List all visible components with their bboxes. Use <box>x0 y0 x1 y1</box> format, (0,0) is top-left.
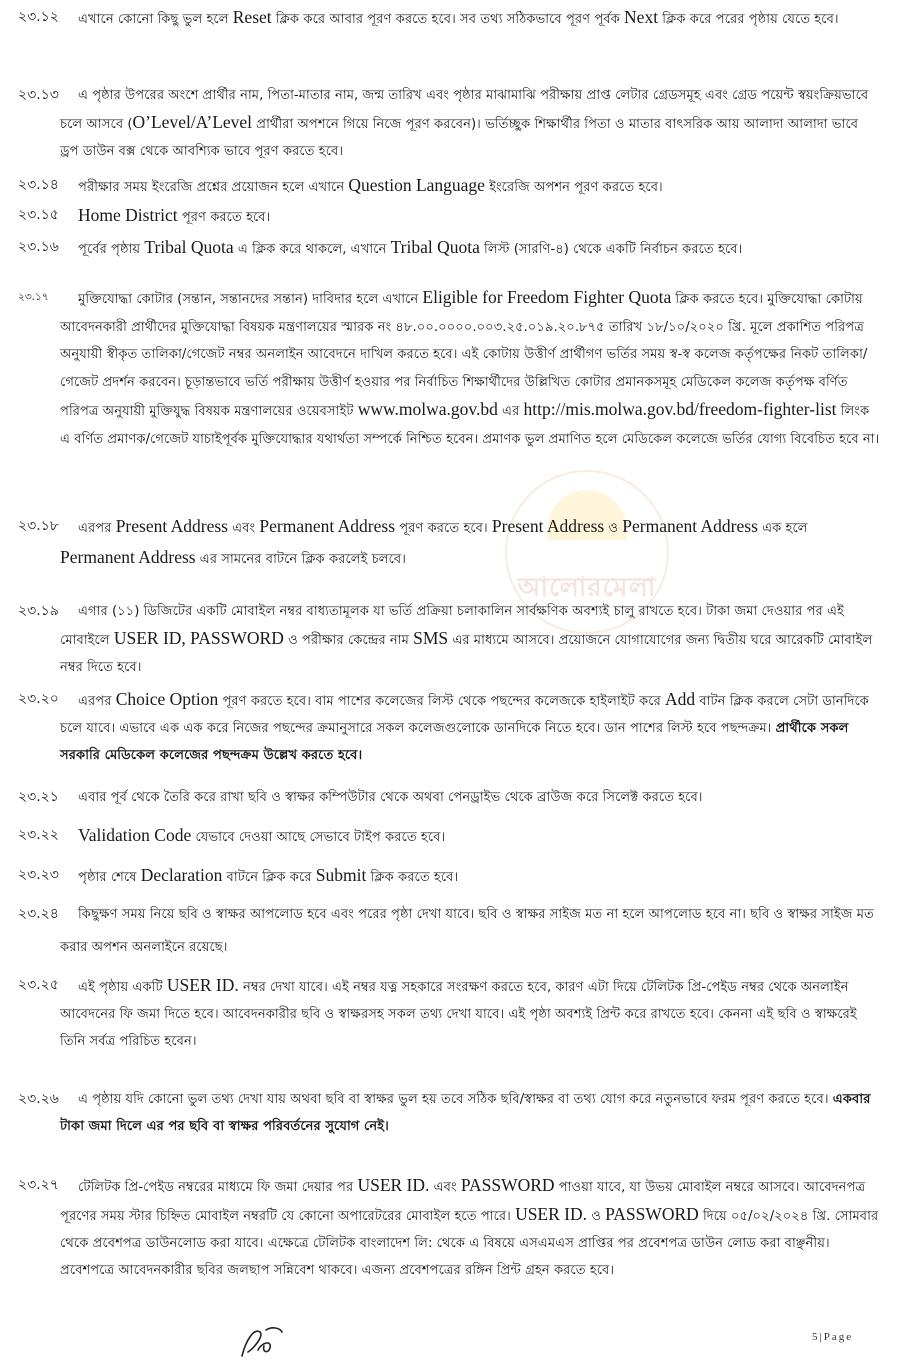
instruction-23-14 <box>18 172 880 201</box>
item-number: ২৩.২০ <box>18 691 59 707</box>
english-term: USER ID, PASSWORD <box>113 628 284 648</box>
bangla-text: এবং <box>429 1180 461 1195</box>
bangla-text: এবার পূর্ব থেকে তৈরি করে রাখা ছবি ও স্বাক্ষর কম্পিউটার থেকে অথবা পেনড্রাইভ থেকে ব্রাউজ করে সিলেক্ট করতে হবে। <box>78 790 703 805</box>
item-text <box>60 1086 880 1140</box>
bangla-text: কিছুক্ষণ সময় নিয়ে ছবি ও স্বাক্ষর আপলোড হবে এবং পরের পৃষ্ঠা দেখা যাবে। ছবি ও স্বাক্ষর সাইজ মত না হলে আপলোড হবে না। ছবি ও স্বাক্ষর সাইজ মত করার অপশন অনলাইনে রয়েছে। <box>60 907 874 955</box>
item-number: ২৩.২২ <box>18 827 59 843</box>
bangla-text: ক্লিক করতে হবে। <box>366 870 459 885</box>
instruction-23-22 <box>18 822 880 851</box>
bangla-text: পূর্বের পৃষ্ঠায় <box>78 242 145 257</box>
bangla-text: ইংরেজি অপশন পূরণ করতে হবে। <box>484 180 663 195</box>
item-number: ২৩.২৪ <box>18 906 59 922</box>
item-text <box>60 1172 880 1284</box>
english-term: Reset <box>232 7 272 27</box>
bangla-text: এরপর <box>78 694 116 709</box>
bangla-text: এর সামনের বাটনে ক্লিক করলেই চলবে। <box>195 552 406 567</box>
english-term: Present Address <box>115 516 228 536</box>
english-term: O’Level/A’Level <box>132 112 253 132</box>
item-number: ২৩.২১ <box>18 789 59 805</box>
item-text <box>60 284 880 453</box>
bangla-text: পূরণ করতে হবে। বাম পাশের কলেজের লিস্ট থেকে পছন্দের কলেজকে হাইলাইট করে <box>218 694 666 709</box>
english-term: USER ID. <box>357 1175 430 1195</box>
item-text <box>60 862 880 891</box>
watermark-text: আলোরমেলা <box>517 573 657 603</box>
instruction-23-21 <box>18 784 880 811</box>
english-term: Tribal Quota <box>144 237 234 257</box>
bangla-text: লিস্ট (সারণি-৪) থেকে একটি নির্বাচন করতে হবে। <box>479 242 743 257</box>
bangla-text: বাটনে ক্লিক করে <box>222 870 316 885</box>
item-number: ২৩.১৭ <box>18 291 49 303</box>
bangla-text: এ পৃষ্ঠায় যদি কোনো ভুল তথ্য দেখা যায় অথবা ছবি বা স্বাক্ষর ভুল হয় তবে সঠিক ছবি/স্বাক্ষর বা তথ্য যোগ করে নতুনভাবে ফরম পূরণ করতে হবে। <box>78 1092 833 1107</box>
bangla-text: বাটন ক্লিক করলে সেটা ডানদিকে চলে যাবে। এভাবে এক এক করে নিজের পছন্দের ক্রমানুসারে সকল কলেজগুলোকে ডানদিকে নিতে হবে। ডান পাশের লিস্ট হবে পছন্দক্রম। <box>60 694 869 736</box>
bangla-text: এর <box>497 404 524 419</box>
english-term: Tribal Quota <box>390 237 480 257</box>
instruction-23-27 <box>18 1172 880 1284</box>
bangla-text: মুক্তিযোদ্ধা কোটার (সন্তান, সন্তানদের সন্তান) দাবিদার হলে এখানে <box>78 292 423 307</box>
bangla-text: টেলিটক প্রি-পেইড নম্বরের মাধ্যমে ফি জমা দেয়ার পর <box>78 1180 358 1195</box>
item-number: ২৩.১৫ <box>18 207 59 223</box>
bangla-text: এর মাধ্যমে আসবে। প্রয়োজনে যোগাযোগের জন্য দ্বিতীয় ঘরে আরেকটি মোবাইল নম্বর দিতে হবে। <box>60 633 873 675</box>
page-number: 5|Page <box>812 1331 854 1343</box>
bangla-text: পাওয়া যাবে, যা উভয় মোবাইল নম্বরে আসবে। আবেদনপত্র পূরণের সময় স্টার চিহ্নিত মোবাইল নম্বরটি যে কোনো অপারেটরের মোবাইল হতে পারে। <box>60 1180 866 1224</box>
signature-mark <box>232 1322 292 1362</box>
english-term: Permanent Address <box>259 516 396 536</box>
instruction-23-17 <box>18 284 880 453</box>
bangla-text: ক্লিক করে পরের পৃষ্ঠায় যেতে হবে। <box>658 12 839 27</box>
instruction-23-12 <box>18 4 880 33</box>
bangla-text: প্রার্থীরা অপশনে গিয়ে নিজে পূরণ করবেন)। ভর্তিচ্ছুক শিক্ষার্থীর পিতা ও মাতার বাৎসরিক আয় আলাদা আলাদা ভাবে ড্রপ ডাউন বক্স থেকে আবশ্যিক ভাবে পূরণ করতে হবে। <box>60 117 859 159</box>
bangla-text: এক হলে <box>757 521 808 536</box>
english-term: USER ID. <box>515 1204 588 1224</box>
item-text <box>60 686 880 769</box>
item-text <box>60 202 880 231</box>
instruction-23-18 <box>18 512 880 574</box>
item-number: ২৩.১৮ <box>18 518 59 534</box>
bangla-text: যেভাবে দেওয়া আছে সেভাবে টাইপ করতে হবে। <box>191 830 446 845</box>
instruction-23-24 <box>18 898 880 964</box>
bangla-text: পৃষ্ঠার শেষে <box>78 870 141 885</box>
item-text <box>60 898 880 964</box>
instruction-23-25 <box>18 972 880 1055</box>
item-text <box>60 972 880 1055</box>
bangla-text: এই পৃষ্ঠায় একটি <box>78 980 167 995</box>
item-number: ২৩.১২ <box>18 9 59 25</box>
english-term: Home District <box>78 205 178 225</box>
item-text <box>60 512 880 574</box>
bangla-text: একবার টাকা জমা দিলে এর পর ছবি বা স্বাক্ষর পরিবর্তনের সুযোগ নেই। <box>60 1092 871 1134</box>
instruction-23-26 <box>18 1086 880 1140</box>
item-text <box>60 234 880 263</box>
bangla-text: এবং <box>227 521 260 536</box>
english-term: Submit <box>315 865 367 885</box>
bangla-text: এ পৃষ্ঠার উপরের অংশে প্রার্থীর নাম, পিতা-মাতার নাম, জন্ম তারিখ এবং পৃষ্ঠার মাঝামাঝি পরীক্ষায় প্রাপ্ত লেটার গ্রেডসমূহ এবং গ্রেড পয়েন্ট স্বয়ংক্রিয়ভাবে চলে আসবে ( <box>60 88 869 132</box>
bangla-text: এখানে কোনো কিছু ভুল হলে <box>78 12 233 27</box>
english-term: http://mis.molwa.gov.bd/freedom-fighter-list <box>523 399 837 419</box>
english-term: PASSWORD <box>460 1175 555 1195</box>
english-term: Next <box>624 7 659 27</box>
bangla-text: এরপর <box>78 521 116 536</box>
instruction-23-19 <box>18 598 880 681</box>
bangla-text: পূরণ করতে হবে। <box>395 521 492 536</box>
item-text <box>60 784 880 811</box>
instruction-23-23 <box>18 862 880 891</box>
item-number: ২৩.২৫ <box>18 977 59 993</box>
item-text <box>60 822 880 851</box>
bangla-text: ও <box>587 1209 606 1224</box>
english-term: www.molwa.gov.bd <box>357 399 498 419</box>
english-term: SMS <box>413 628 449 648</box>
english-term: USER ID. <box>166 975 239 995</box>
english-term: Add <box>665 689 696 709</box>
item-text <box>60 172 880 201</box>
english-term: PASSWORD <box>605 1204 699 1224</box>
bangla-text: দিয়ে ০৫/০২/২০২৪ খ্রি. সোমবার থেকে প্রবেশপত্র ডাউনলোড করা যাবে। এক্ষেত্রে টেলিটক বাংলাদেশ লি: থেকে এ বিষয়ে এসএমএস প্রাপ্তির পর প্রবেশপত্র ডাউন লোড করা বাঞ্ছনীয়। প্রবেশপত্রে আবেদনকারীর ছবির জলছাপ সন্নিবেশ থাকবে। এজন্য প্রবেশপত্রের রঙ্গিন প্রিন্ট গ্রহন করতে হবে। <box>60 1209 879 1278</box>
item-text <box>60 4 880 33</box>
bangla-text: এ ক্লিক করে থাকলে, এখানে <box>233 242 391 257</box>
bangla-text: নম্বর দেখা যাবে। এই নম্বর যত্ন সহকারে সংরক্ষণ করতে হবে, কারণ এটা দিয়ে টেলিটক প্রি-পেইড নম্বর থেকে অনলাইন আবেদনের ফি জমা দিতে হবে। আবেদনকারীর ছবি ও স্বাক্ষরসহ সকল তথ্য দেখা যাবে। এই পৃষ্ঠা অবশ্যই প্রিন্ট করে রাখতে হবে। কেননা এই ছবি ও স্বাক্ষরেই তিনি সর্বত্র পরিচিত হবেন। <box>60 980 857 1049</box>
bangla-text: ও পরীক্ষার কেন্দ্রের নাম <box>283 633 414 648</box>
item-number: ২৩.১৪ <box>18 177 59 193</box>
english-term: Permanent Address <box>622 516 758 536</box>
bangla-text: পরীক্ষার সময় ইংরেজি প্রশ্নের প্রয়োজন হলে এখানে <box>78 180 349 195</box>
instruction-23-15 <box>18 202 880 231</box>
item-number: ২৩.১৯ <box>18 603 59 619</box>
instruction-23-16 <box>18 234 880 263</box>
english-term: Declaration <box>140 865 223 885</box>
instruction-23-20 <box>18 686 880 769</box>
english-term: Question Language <box>348 175 485 195</box>
item-number: ২৩.২৩ <box>18 867 59 883</box>
bangla-text: ক্লিক করে আবার পূরণ করতে হবে। সব তথ্য সঠিকভাবে পূরণ পূর্বক <box>271 12 625 27</box>
bangla-text: লিংক এ বর্ণিত প্রমাণক/গেজেট যাচাইপূর্বক মুক্তিযোদ্ধার যথার্থতা সম্পর্কে নিশ্চিত হবেন। প্রমাণক ভুল প্রমাণিত হলে মেডিকেল কলেজে ভর্তির যোগ্য বিবেচিত হবে না। <box>60 404 880 447</box>
item-number: ২৩.১৩ <box>18 87 59 103</box>
item-number: ২৩.২৬ <box>18 1091 59 1107</box>
instruction-23-13 <box>18 82 880 165</box>
bangla-text: ক্লিক করতে হবে। মুক্তিযোদ্ধা কোটায় আবেদনকারী প্রার্থীদের মুক্তিযোদ্ধা বিষয়ক মন্ত্রণালয়ের স্মারক নং ৪৮.০০.০০০০.০০৩.২৫.০১৯.২০.৮৭৫ তারিখ ১৮/১০/২০২০ খ্রি. মূলে প্রকাশিত পরিপত্র অনুযায়ী স্বীকৃত তালিকা/গেজেট নম্বর অনলাইন আবেদনে দাখিল করতে হবে। এই কোটায় উত্তীর্ণ প্রার্থীগণ ভর্তির সময় স্ব-স্ব কলেজ কর্তৃপক্ষের নিকট তালিকা/গেজেট প্রদর্শন করবেন। চূড়ান্তভাবে ভর্তি পরীক্ষায় উত্তীর্ণ হওয়ার পর নির্বাচিত শিক্ষার্থীদের উল্লিখিত কোটার প্রমানকসমূহ মেডিকেল কলেজ কর্তৃপক্ষ বর্ণিত পরিপত্র অনুযায়ী মুক্তিযুদ্ধ বিষয়ক মন্ত্রণালয়ের ওয়েবসাইট <box>60 292 868 419</box>
bangla-text: পূরণ করতে হবে। <box>177 210 271 225</box>
item-text <box>60 82 880 165</box>
english-term: Choice Option <box>115 689 219 709</box>
item-text <box>60 598 880 681</box>
bangla-text: এগার (১১) ডিজিটের একটি মোবাইল নম্বর বাধ্যতামূলক যা ভর্তি প্রক্রিয়া চলাকালিন সার্বক্ষণিক অবশ্যই চালু রাখতে হবে। টাকা জমা দেওয়ার পর এই মোবাইলে <box>60 604 844 648</box>
english-term: Present Address <box>491 516 605 536</box>
item-number: ২৩.১৬ <box>18 239 59 255</box>
english-term: Eligible for Freedom Fighter Quota <box>422 287 672 307</box>
english-term: Validation Code <box>78 825 192 845</box>
bangla-text: প্রার্থীকে সকল সরকারি মেডিকেল কলেজের পছন্দক্রম উল্লেখ করতে হবে। <box>60 721 849 763</box>
bangla-text: ও <box>604 521 623 536</box>
english-term: Permanent Address <box>60 547 196 567</box>
item-number: ২৩.২৭ <box>18 1177 59 1193</box>
